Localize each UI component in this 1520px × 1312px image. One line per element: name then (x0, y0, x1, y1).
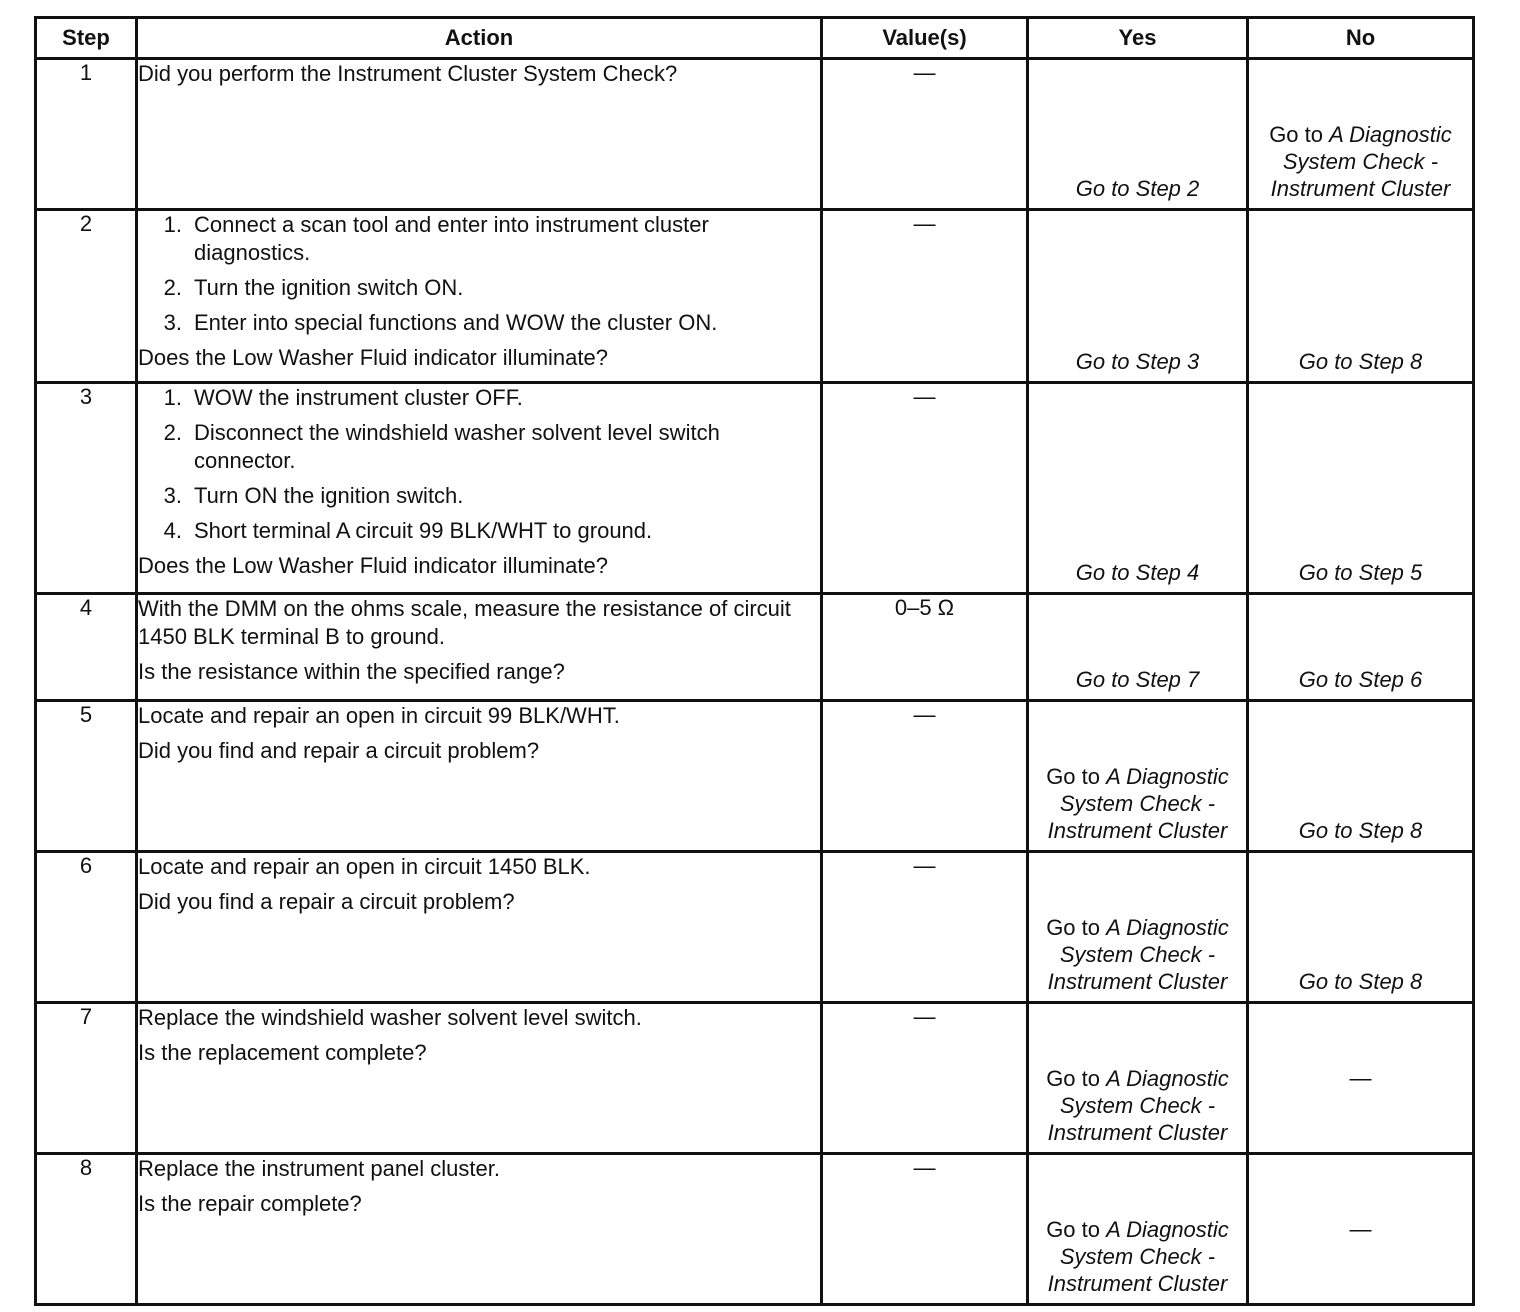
action-text: With the DMM on the ohms scale, measure the resistance of circuit 1450 BLK terminal B to ground. (138, 596, 791, 649)
action-cell (137, 1003, 822, 1154)
action-cell (137, 383, 822, 594)
header-values: Value(s) (822, 18, 1028, 59)
step-number: 6 (36, 852, 137, 1003)
diagnostic-table (34, 16, 1475, 1306)
action-question: Is the repair complete? (138, 1191, 362, 1216)
header-step: Step (36, 18, 137, 59)
list-number: 1. (163, 212, 182, 237)
yes-prefix: Go to (1046, 764, 1107, 789)
value-cell: — (822, 1154, 1028, 1305)
action-list-item (138, 384, 820, 412)
step-number: 8 (36, 1154, 137, 1305)
no-cell (1248, 383, 1474, 594)
no-target: Go to Step 8 (1298, 349, 1423, 374)
yes-cell (1028, 594, 1248, 701)
yes-cell (1028, 701, 1248, 852)
step-number: 2 (36, 210, 137, 383)
action-question: Does the Low Washer Fluid indicator illuminate? (138, 345, 608, 370)
yes-target: A Diagnostic System Check - Instrument Cluster (1047, 915, 1229, 994)
action-list-item (138, 517, 820, 545)
no-cell (1248, 852, 1474, 1003)
no-cell (1248, 1003, 1474, 1154)
no-result (1249, 968, 1472, 995)
table-row (36, 852, 1474, 1003)
list-number: 3. (163, 310, 182, 335)
action-list-item (138, 419, 820, 475)
table-row (36, 594, 1474, 701)
list-text: Disconnect the windshield washer solvent level switch connector. (194, 420, 720, 473)
yes-prefix: Go to (1046, 915, 1107, 940)
yes-target: Go to Step 3 (1075, 349, 1200, 374)
action-cell (137, 701, 822, 852)
action-cell (137, 59, 822, 210)
no-cell (1248, 59, 1474, 210)
no-target: — (1349, 1065, 1372, 1091)
yes-result (1029, 1216, 1246, 1297)
yes-result (1029, 1065, 1246, 1146)
list-number: 2. (163, 275, 182, 300)
yes-result (1029, 559, 1246, 586)
yes-cell (1028, 1154, 1248, 1305)
value-cell: 0–5 Ω (822, 594, 1028, 701)
no-result (1249, 1216, 1472, 1243)
yes-cell (1028, 59, 1248, 210)
yes-result (1029, 348, 1246, 375)
no-target: A Diagnostic System Check - Instrument Cluster (1270, 122, 1452, 201)
list-number: 3. (163, 483, 182, 508)
no-result (1249, 348, 1472, 375)
value-cell: — (822, 852, 1028, 1003)
no-cell (1248, 210, 1474, 383)
no-target: Go to Step 6 (1298, 667, 1423, 692)
list-text: Turn the ignition switch ON. (194, 275, 464, 300)
table-row (36, 701, 1474, 852)
list-text: Short terminal A circuit 99 BLK/WHT to ground. (194, 518, 653, 543)
header-action: Action (137, 18, 822, 59)
yes-cell (1028, 210, 1248, 383)
action-cell (137, 852, 822, 1003)
list-number: 1. (163, 385, 182, 410)
table-row (36, 210, 1474, 383)
action-cell (137, 594, 822, 701)
no-cell (1248, 1154, 1474, 1305)
yes-cell (1028, 852, 1248, 1003)
value-cell: — (822, 1003, 1028, 1154)
list-text: Turn ON the ignition switch. (194, 483, 464, 508)
action-cell (137, 210, 822, 383)
action-list-item (138, 309, 820, 337)
action-question: Did you find a repair a circuit problem? (138, 889, 515, 914)
no-result (1249, 121, 1472, 202)
yes-target: Go to Step 4 (1075, 560, 1200, 585)
list-text: WOW the instrument cluster OFF. (194, 385, 523, 410)
table-row (36, 383, 1474, 594)
step-number: 5 (36, 701, 137, 852)
yes-result (1029, 914, 1246, 995)
no-target: Go to Step 5 (1298, 560, 1423, 585)
yes-prefix: Go to (1046, 1066, 1107, 1091)
action-cell (137, 1154, 822, 1305)
no-result (1249, 666, 1472, 693)
yes-target: A Diagnostic System Check - Instrument Cluster (1047, 764, 1229, 843)
yes-result (1029, 666, 1246, 693)
yes-cell (1028, 1003, 1248, 1154)
yes-target: A Diagnostic System Check - Instrument Cluster (1047, 1217, 1229, 1296)
yes-cell (1028, 383, 1248, 594)
action-question: Is the resistance within the specified range? (138, 659, 565, 684)
action-text: Locate and repair an open in circuit 1450 BLK. (138, 854, 591, 879)
value-cell: — (822, 383, 1028, 594)
no-cell (1248, 701, 1474, 852)
no-target: Go to Step 8 (1298, 969, 1423, 994)
yes-target: A Diagnostic System Check - Instrument Cluster (1047, 1066, 1229, 1145)
header-row (36, 18, 1474, 59)
value-cell: — (822, 59, 1028, 210)
action-question: Is the replacement complete? (138, 1040, 427, 1065)
list-number: 4. (163, 518, 182, 543)
table-row (36, 1154, 1474, 1305)
yes-result (1029, 175, 1246, 202)
yes-result (1029, 763, 1246, 844)
yes-target: Go to Step 7 (1075, 667, 1200, 692)
action-text: Replace the instrument panel cluster. (138, 1156, 500, 1181)
list-text: Connect a scan tool and enter into instrument cluster diagnostics. (194, 212, 709, 265)
yes-prefix: Go to (1046, 1217, 1107, 1242)
action-list-item (138, 482, 820, 510)
action-question: Does the Low Washer Fluid indicator illuminate? (138, 553, 608, 578)
value-cell: — (822, 210, 1028, 383)
no-result (1249, 817, 1472, 844)
no-result (1249, 1065, 1472, 1092)
step-number: 7 (36, 1003, 137, 1154)
list-text: Enter into special functions and WOW the cluster ON. (194, 310, 718, 335)
no-target: Go to Step 8 (1298, 818, 1423, 843)
step-number: 3 (36, 383, 137, 594)
header-no: No (1248, 18, 1474, 59)
action-list-item (138, 274, 820, 302)
no-result (1249, 559, 1472, 586)
action-question: Did you find and repair a circuit problem? (138, 738, 540, 763)
no-prefix: Go to (1269, 122, 1330, 147)
list-number: 2. (163, 420, 182, 445)
table-row (36, 59, 1474, 210)
action-list-item (138, 211, 820, 267)
action-text: Locate and repair an open in circuit 99 BLK/WHT. (138, 703, 620, 728)
step-number: 4 (36, 594, 137, 701)
value-cell: — (822, 701, 1028, 852)
action-text: Replace the windshield washer solvent level switch. (138, 1005, 642, 1030)
no-target: — (1349, 1216, 1372, 1242)
action-question: Did you perform the Instrument Cluster System Check? (138, 61, 678, 86)
yes-target: Go to Step 2 (1075, 176, 1200, 201)
no-cell (1248, 594, 1474, 701)
table-row (36, 1003, 1474, 1154)
header-yes: Yes (1028, 18, 1248, 59)
step-number: 1 (36, 59, 137, 210)
